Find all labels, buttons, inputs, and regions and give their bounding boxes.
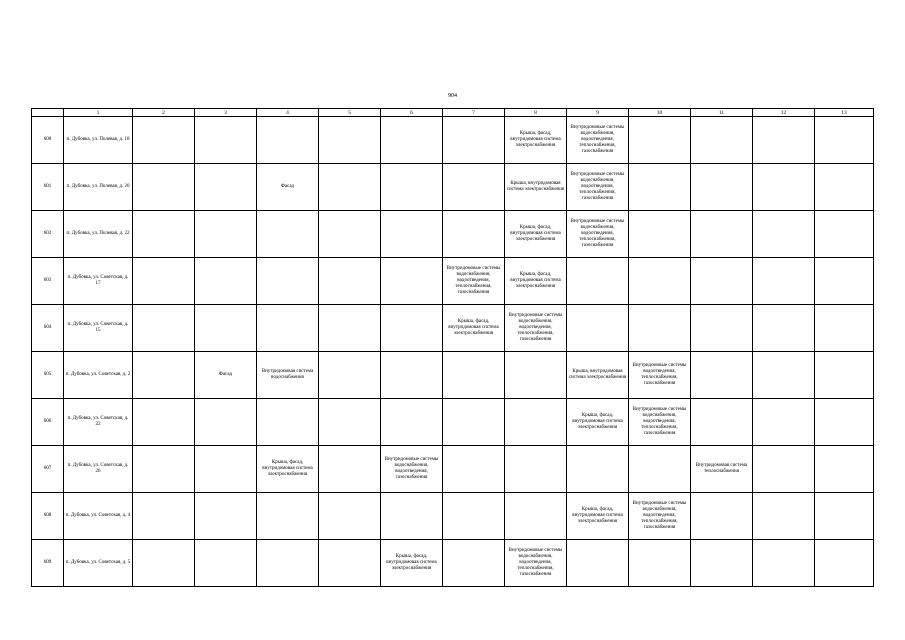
row-number-cell: 600 [32, 117, 64, 164]
work-cell [319, 446, 381, 493]
table-row [32, 258, 874, 305]
table-row [32, 493, 874, 540]
work-cell [567, 258, 629, 305]
work-cell [319, 352, 381, 399]
work-cell: Крыша, фасад, внутридомовая система электроснабжения [505, 211, 567, 258]
address-cell: п. Дубовка, ул. Советская, д. 2 [64, 352, 133, 399]
work-cell [691, 305, 753, 352]
work-cell [443, 399, 505, 446]
work-cell [319, 540, 381, 587]
page-number: 904 [448, 93, 457, 99]
work-cell [257, 117, 319, 164]
work-cell [443, 211, 505, 258]
work-cell [319, 305, 381, 352]
work-cell [133, 399, 195, 446]
column-header: 13 [815, 109, 874, 117]
column-header: 5 [319, 109, 381, 117]
work-cell [567, 446, 629, 493]
work-cell [815, 493, 874, 540]
work-cell [691, 399, 753, 446]
work-cell [815, 305, 874, 352]
work-cell [691, 211, 753, 258]
work-cell [195, 164, 257, 211]
work-cell: Крыша, фасад, внутридомовая система электроснабжения [381, 540, 443, 587]
work-cell [815, 446, 874, 493]
work-cell [753, 493, 815, 540]
work-cell [753, 305, 815, 352]
column-header [32, 109, 64, 117]
work-cell [629, 211, 691, 258]
column-header: 7 [443, 109, 505, 117]
work-cell: Фасад [195, 352, 257, 399]
work-cell: Крыша, фасад, внутридомовая система электроснабжения [257, 446, 319, 493]
work-cell [257, 211, 319, 258]
work-cell [257, 258, 319, 305]
column-header: 6 [381, 109, 443, 117]
column-header: 11 [691, 109, 753, 117]
work-cell: Внутридомовая система водоснабжения [257, 352, 319, 399]
work-cell [133, 258, 195, 305]
column-header: 8 [505, 109, 567, 117]
work-cell [815, 258, 874, 305]
work-cell: Внутридомовые системы водоснабжения, водоотведения, теплоснабжения, газоснабжения [567, 164, 629, 211]
work-cell [505, 352, 567, 399]
work-cell [319, 258, 381, 305]
address-cell: п. Дубовка, ул. Полевая, д. 20 [64, 164, 133, 211]
work-cell: Фасад [257, 164, 319, 211]
work-cell [133, 446, 195, 493]
row-number-cell: 609 [32, 540, 64, 587]
work-cell [257, 540, 319, 587]
work-cell: Внутридомовые системы водоснабжения, водоотведения, теплоснабжения, газоснабжения [629, 493, 691, 540]
table-row [32, 352, 874, 399]
table-row [32, 164, 874, 211]
work-cell [195, 446, 257, 493]
address-cell: п. Дубовка, ул. Полевая, д. 22 [64, 211, 133, 258]
work-cell [195, 117, 257, 164]
work-cell [691, 117, 753, 164]
work-cell [629, 540, 691, 587]
column-header: 10 [629, 109, 691, 117]
work-cell [381, 164, 443, 211]
work-cell [753, 211, 815, 258]
work-cell [381, 399, 443, 446]
work-cell [319, 164, 381, 211]
row-number-cell: 602 [32, 211, 64, 258]
work-cell [753, 117, 815, 164]
work-cell [443, 164, 505, 211]
address-cell: п. Дубовка, ул. Советская, д. 5 [64, 540, 133, 587]
work-cell [753, 258, 815, 305]
work-cell [319, 211, 381, 258]
work-cell [133, 211, 195, 258]
row-number-cell: 605 [32, 352, 64, 399]
work-cell [505, 493, 567, 540]
column-number-row [32, 109, 874, 117]
work-cell [195, 493, 257, 540]
work-cell [629, 164, 691, 211]
table-row [32, 117, 874, 164]
row-number-cell: 604 [32, 305, 64, 352]
row-number-cell: 601 [32, 164, 64, 211]
row-number-cell: 607 [32, 446, 64, 493]
work-cell [443, 493, 505, 540]
work-cell [753, 540, 815, 587]
work-cell [691, 493, 753, 540]
work-cell: Внутридомовые системы водоснабжения, водоотведения, газоснабжения [381, 446, 443, 493]
work-cell: Внутридомовая система теплоснабжения [691, 446, 753, 493]
table-row [32, 305, 874, 352]
work-cell: Крыша, фасад, внутридомовая система электроснабжения [567, 493, 629, 540]
column-header: 9 [567, 109, 629, 117]
register-table [31, 108, 874, 587]
address-cell: п. Дубовка, ул. Советская, д. 17 [64, 258, 133, 305]
work-cell: Крыша, фасад, внутридомовая система электроснабжения [505, 117, 567, 164]
column-header: 12 [753, 109, 815, 117]
work-cell [133, 117, 195, 164]
work-cell [381, 117, 443, 164]
work-cell [753, 446, 815, 493]
work-cell [753, 164, 815, 211]
work-cell [443, 117, 505, 164]
table-row [32, 399, 874, 446]
address-cell: п. Дубовка, ул. Советская, д. 22 [64, 399, 133, 446]
row-number-cell: 603 [32, 258, 64, 305]
work-cell [629, 305, 691, 352]
work-cell [815, 164, 874, 211]
work-cell [815, 117, 874, 164]
work-cell: Внутридомовые системы водоснабжения, водоотведения, теплоснабжения, газоснабжения [567, 211, 629, 258]
work-cell [381, 211, 443, 258]
work-cell [195, 540, 257, 587]
work-cell [195, 399, 257, 446]
work-cell [133, 305, 195, 352]
work-cell: Крыша, фасад, внутридомовая система электроснабжения [505, 258, 567, 305]
work-cell [319, 493, 381, 540]
work-cell [567, 305, 629, 352]
address-cell: п. Дубовка, ул. Советская, д. 4 [64, 493, 133, 540]
table-row [32, 446, 874, 493]
work-cell [567, 540, 629, 587]
work-cell [381, 352, 443, 399]
work-cell [133, 493, 195, 540]
work-cell: Крыша, фасад, внутридомовая система электроснабжения [567, 399, 629, 446]
work-cell: Внутридомовые системы водоснабжения, водоотведения, теплоснабжения, газоснабжения [443, 258, 505, 305]
work-cell [195, 258, 257, 305]
column-header: 1 [64, 109, 133, 117]
work-cell [505, 446, 567, 493]
column-header: 4 [257, 109, 319, 117]
column-header: 2 [133, 109, 195, 117]
work-cell: Крыша, внутридомовая система электроснабжения [505, 164, 567, 211]
work-cell [133, 164, 195, 211]
work-cell [195, 305, 257, 352]
work-cell [691, 258, 753, 305]
work-cell [629, 258, 691, 305]
work-cell [629, 117, 691, 164]
address-cell: п. Дубовка, ул. Полевая, д. 18 [64, 117, 133, 164]
work-cell [133, 540, 195, 587]
work-cell [257, 399, 319, 446]
work-cell: Внутридомовые системы водоотведения, теплоснабжения, газоснабжения [629, 352, 691, 399]
work-cell: Внутридомовые системы водоснабжения, водоотведения, теплоснабжения, газоснабжения [505, 305, 567, 352]
work-cell [691, 352, 753, 399]
work-cell [815, 352, 874, 399]
work-cell [257, 305, 319, 352]
table-row [32, 540, 874, 587]
work-cell [319, 117, 381, 164]
work-cell: Внутридомовые системы водоснабжения, водоотведения, теплоснабжения, газоснабжения [629, 399, 691, 446]
work-cell [443, 540, 505, 587]
address-cell: п. Дубовка, ул. Советская, д. 26 [64, 446, 133, 493]
work-cell [815, 399, 874, 446]
work-cell [815, 211, 874, 258]
work-cell [319, 399, 381, 446]
row-number-cell: 606 [32, 399, 64, 446]
work-cell [691, 164, 753, 211]
work-cell [505, 399, 567, 446]
work-cell [815, 540, 874, 587]
work-cell [443, 446, 505, 493]
work-cell [195, 211, 257, 258]
column-header: 3 [195, 109, 257, 117]
work-cell [257, 493, 319, 540]
work-cell [753, 399, 815, 446]
work-cell [381, 493, 443, 540]
work-cell [753, 352, 815, 399]
work-cell: Внутридомовые системы водоснабжения, водоотведения, теплоснабжения, газоснабжения [567, 117, 629, 164]
work-cell [691, 540, 753, 587]
address-cell: п. Дубовка, ул. Советская, д. 15 [64, 305, 133, 352]
table-row [32, 211, 874, 258]
work-cell: Внутридомовые системы водоснабжения, водоотведения, теплоснабжения, газоснабжения [505, 540, 567, 587]
work-cell [381, 305, 443, 352]
work-cell: Крыша, внутридомовая система электроснабжения [567, 352, 629, 399]
work-cell [133, 352, 195, 399]
work-cell [629, 446, 691, 493]
work-cell: Крыша, фасад, внутридомовая система электроснабжения [443, 305, 505, 352]
work-cell [381, 258, 443, 305]
row-number-cell: 608 [32, 493, 64, 540]
work-cell [443, 352, 505, 399]
